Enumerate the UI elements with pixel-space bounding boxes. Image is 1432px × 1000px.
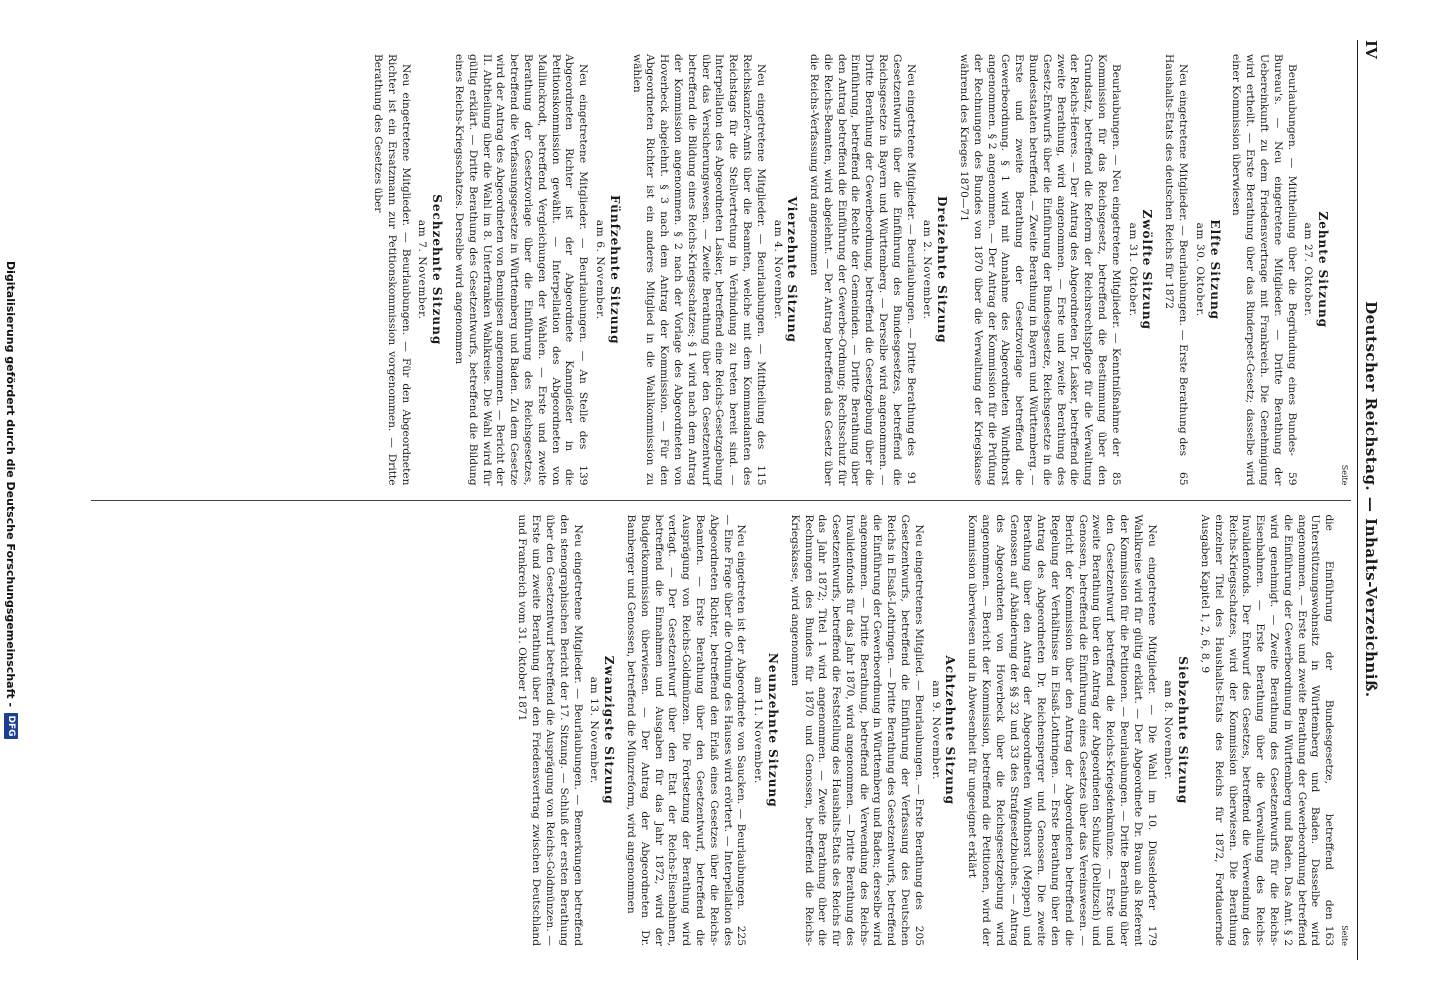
page-reference: 205 (912, 925, 925, 946)
page-reference: 91 (904, 472, 917, 486)
page-reference: 139 (577, 465, 590, 486)
session-date: am 11. November. (752, 676, 765, 784)
page-reference: 179 (1145, 925, 1158, 946)
session-text: Neu eingetretene Mitglieder. — Beurlaubungen. — An Stelle des Abgeordneten Richter ist der Abgeordnete Kanngießer in die Petitionskommission gewählt. — Interpellation des Abgeordneten von Mallinckrodt, betreffend Vergleichungen der Wahlen. — Erste und zweite Berathung der Gesetzvorlage über die Einführung des Reichsgesetzes, betreffend die Verfassungsgesetze in Württemberg und Baden. Zu dem Gesetze wird der Antrag des Abgeordneten von Bennigsen angenommen. — Bericht der II. Abtheilung über die Wahl im 8. Unterfranken Wahlkreise. Die Wahl wird für gültig erklärt. — Dritte Berathung des Gesetzentwurfs, betreffend die Bildung eines Reichs-Kriegsschatzes. Derselbe wird angenommen (452, 54, 590, 486)
session-entry (451, 54, 589, 486)
page-reference: 85 (1109, 472, 1122, 486)
session-title: Sechzehnte Sitzung (430, 194, 445, 346)
session-entry (806, 54, 916, 486)
page-reference: 163 (1323, 925, 1336, 946)
dfg-logo: DFG (4, 713, 18, 739)
session-date: am 13. November. (588, 676, 601, 784)
session-entry (1229, 54, 1298, 486)
session-entry (515, 515, 584, 947)
page-reference: 65 (1177, 472, 1190, 486)
session-title: Elfte Sitzung (1207, 219, 1222, 321)
session-date: am 9. November. (929, 680, 942, 781)
session-date: am 6. November. (593, 219, 606, 320)
session-text: die Einführung der Bundesgesetze, betreffend den Unterstützungswohnsitz in Württemberg und Baden. Dasselbe wird angenommen. — Erste und zweite Berathung der Gewerbeordnung betreffend die Einführung der Gewerbeordnung in Württemberg und Baden. Das Amt. § 2 wird genehmigt. — Zweite Berathung des Gesetzentwurfs für die Reichs-Eisenbahnen. — Erste Berathung über die Verwaltung des Reichs-Invalidenfonds. Der Entwurf des Gesetzes, betreffend die Verwendung des Reichs-Kriegsschatzes, wird der Kommission überwiesen. Die Berathung einzelner Titel des Haushalts-Etats des Reichs für 1872, Fortdauernde Ausgaben Kapitel 1, 2, 6, 8, 9 (1199, 514, 1336, 946)
page-reference: 225 (735, 925, 748, 946)
session-entry (623, 515, 747, 947)
session-title: Dreizehnte Sitzung (935, 195, 950, 344)
session-entry (787, 515, 925, 947)
session-entry (370, 54, 411, 486)
session-entry (964, 515, 1157, 947)
session-entry (1197, 515, 1335, 947)
seite-label: Seite (1340, 925, 1349, 946)
session-date: am 31. Oktober. (1126, 222, 1139, 317)
session-text: Beurlaubungen. — Mittheilung über die Begründung eines Bundes-Bureau's. — Neu eingetretene Mitglieder. — Dritte Berathung der Uebereinkunft zu dem Friedensvertrage mit Frankreich. Die Genehmigung wird ertheilt. — Erste Berathung über das Rinderpest-Gesetz; dasselbe wird einer Kommission überwiesen (1230, 54, 1298, 486)
session-title: Achtzehnte Sitzung (943, 655, 958, 806)
session-text: Neu eingetretene Mitglieder. — Beurlaubungen. — Bemerkungen betreffend den stenographischen Bericht der 17. Sitzung. — Schluß der ersten Berathung über den Gesetzentwurf betreffend die Ausprägung von Reichs-Goldmünzen. — Erste und zweite Berathung über den Friedensvertrag zwischen Deutschland und Frankreich vom 31. Oktober 1871 (516, 514, 584, 946)
session-title: Siebzehnte Sitzung (1176, 656, 1191, 805)
session-entry (956, 54, 1122, 486)
session-date: am 7. November. (416, 219, 429, 320)
seite-label: Seite (1340, 464, 1349, 486)
page-reference: 115 (754, 465, 767, 486)
session-title: Zwanzigste Sitzung (602, 655, 617, 805)
session-entry (1161, 54, 1189, 486)
session-text: Neu eingetretene Mitglieder. — Beurlaubungen. — Erste Berathung des Haushalts-Etats des deutschen Reichs für 1872 (1163, 54, 1190, 457)
session-text: Neu eingetretene Mitglieder. — Beurlaubungen. — Für den Abgeordneten Richter ist ein Ersatzmann zur Petitionskommission vorgenommen. — Dritte Berathung des Gesetzes über (372, 54, 412, 486)
right-column (91, 500, 1351, 961)
session-text: Neu eingetretene Mitglieder. — Beurlaubungen. — Mittheilung des Reichskanzler-Amts über die Beamten, welche mit dem Kommandanten des Reichstags für die Stellvertretung in Verbindung zu treten bereit sind. — Interpellation des Abgeordneten Lasker, betreffend eine Reichs-Gesetzgebung über das Versicherungswesen. — Zweite Berathung über den Gesetzentwurf betreffend die Bildung eines Reichs-Kriegsschatzes; § 1 wird nach dem Antrag der Kommission angenommen. § 2 nach der Vorlage des Abgeordneten von Hoverbeck abgelehnt. § 3 nach dem Antrag der Kommission. — Für den Abgeordneten Richter ist ein anderes Mitglied in die Wahlkommission zu wählen (630, 54, 767, 486)
session-title: Neunzehnte Sitzung (765, 652, 780, 808)
session-text: Neu eingetretene Mitglieder. — Beurlaubungen. — Dritte Berathung des Gesetzentwurfs über die Einführung des Bundesgesetzes, betreffend die Reichsgesetze in Bayern und Württemberg. — Derselbe wird angenommen. — Dritte Berathung der Gewerbeordnung, betreffend die Gesetzgebung über die Einführung, betreffend die Rechte der Gemeinden. — Dritte Berathung über den Antrag betreffend die Einführung der Gewerbe-Ordnung; Rechtsschutz für die Reichs-Beamten, wird abgelehnt. — Der Antrag betreffend das Gesetz über die Reichs-Verfassung wird angenommen (808, 54, 917, 486)
session-date: am 4. November. (771, 219, 784, 320)
columns (91, 40, 1351, 960)
session-title: Fünfzehnte Sitzung (607, 194, 622, 345)
page-title: Deutscher Reichstag. — Inhalts-Verzeichniß. (1362, 301, 1380, 698)
footer-text: Digitalisierung gefördert durch die Deutsche Forschungsgemeinschaft - (4, 260, 18, 708)
session-date: am 27. Oktober. (1302, 222, 1315, 317)
digitization-footer (0, 0, 22, 1000)
left-column (91, 40, 1351, 500)
session-text: Beurlaubungen. — Neu eingetretene Mitglieder. — Kenntnißnahme der Kommission für das Reichsgesetz, betreffend die Bestimmung über den Grundsatz, betreffend die Reform der Reichsrechtspflege für die Verwaltung der Reichs-Heeres. — Der Antrag des Abgeordneten Dr. Lasker, betreffend die zweite Berathung, wird angenommen. — Erste und zweite Berathung des Gesetz-Entwurfs über die Einführung der Bundesgesetze, Reichsgesetze in die Bundesstaaten betreffend. — Zweite Berathung in Bayern und Württemberg. — Erste und zweite Berathung der Gesetzvorlage betreffend die Gewerbeordnung. § 1 wird mit Annahme des Abgeordneten Windthorst angenommen. § 2 angenommen. — Der Antrag der Kommission für die Prüfung der Rechnungen des Bundes von 1870 über die Verwaltung der Kriegskasse während des Krieges 1870—71 (958, 54, 1122, 486)
page-number: IV (1362, 40, 1380, 59)
page-header (1357, 40, 1380, 960)
page-reference: 59 (1285, 472, 1298, 486)
session-date: am 30. Oktober. (1193, 222, 1206, 317)
session-text: Neu eingetretenes Mitglied. — Beurlaubungen. — Erste Berathung des Gesetzentwurfs, betreffend die Einführung der Verfassung des Deutschen Reichs in Elsaß-Lothringen. — Dritte Berathung des Gesetzentwurfs, betreffend die Einführung der Gewerbeordnung in Württemberg und Baden; derselbe wird angenommen. — Dritte Berathung, betreffend die Verwendung des Reichs-Invalidenfonds für das Jahr 1870, wird angenommen. — Dritte Berathung des Gesetzentwurfs, betreffend die Feststellung des Haushalts-Etats des Reichs für das Jahr 1872; Titel 1 wird angenommen. — Zweite Berathung über die Rechnungen des Bundes für 1870 und Genossen, betreffend die Reichs-Kriegskasse, wird angenommen (788, 514, 925, 946)
session-title: Vierzehnte Sitzung (785, 196, 800, 343)
session-date: am 2. November. (921, 219, 934, 320)
session-text: Neu eingetretene Mitglieder. — Die Wahl im 10. Düsseldorfer Wahlkreise wird für gültig erklärt. — Der Abgeordnete Dr. Braun als Referent der Kommission für die Petitionen. — Beurlaubungen. — Dritte Berathung über den Gesetzentwurf betreffend die Reichs-Kriegsdenkmünze. — Erste und zweite Berathung über den Antrag der Abgeordneten Schulze (Delitzsch) und Genossen, betreffend die Einführung eines Gesetzes über das Vereinswesen. — Bericht der Kommission über den Antrag der Abgeordneten betreffend die Regelung der Verhältnisse in Elsaß-Lothringen. — Erste Berathung über den Antrag des Abgeordneten Dr. Reichensperger und Genossen. Die zweite Berathung über den Antrag der Abgeordneten Windthorst (Meppen) und Genossen auf Abänderung der §§ 32 und 33 des Strafgesetzbuches. — Antrag des Abgeordneten von Hoverbeck über die Reichsgesetzgebung wird angenommen. — Bericht der Kommission, betreffend die Petitionen, wird der Kommission überwiesen und in Abwesenheit für ungeeignet erklärt (966, 514, 1158, 946)
session-title: Zwölfte Sitzung (1140, 209, 1155, 331)
session-text: Neu eingetreten ist der Abgeordnete von Saucken. — Beurlaubungen. — Eine Frage über die Ordnung des Hauses wird erörtert. — Interpellation des Abgeordneten Richter, betreffend den Erlaß eines Gesetzes über die Reichs-Beamten. — Erste Berathung über den Gesetzentwurf, betreffend die Ausprägung von Reichs-Goldmünzen. Die Fortsetzung der Berathung wird vertagt. — Der Gesetzentwurf über den Etat der Reichs-Eisenbahnen, betreffend die Einnahmen und Ausgaben für das Jahr 1872, wird der Budgetkommission überwiesen. — Der Antrag der Abgeordneten Dr. Bamberger und Genossen, betreffend die Münzreform, wird angenommen (624, 514, 748, 946)
session-date: am 8. November. (1162, 680, 1175, 781)
session-title: Zehnte Sitzung (1316, 211, 1331, 329)
session-entry (629, 54, 767, 486)
